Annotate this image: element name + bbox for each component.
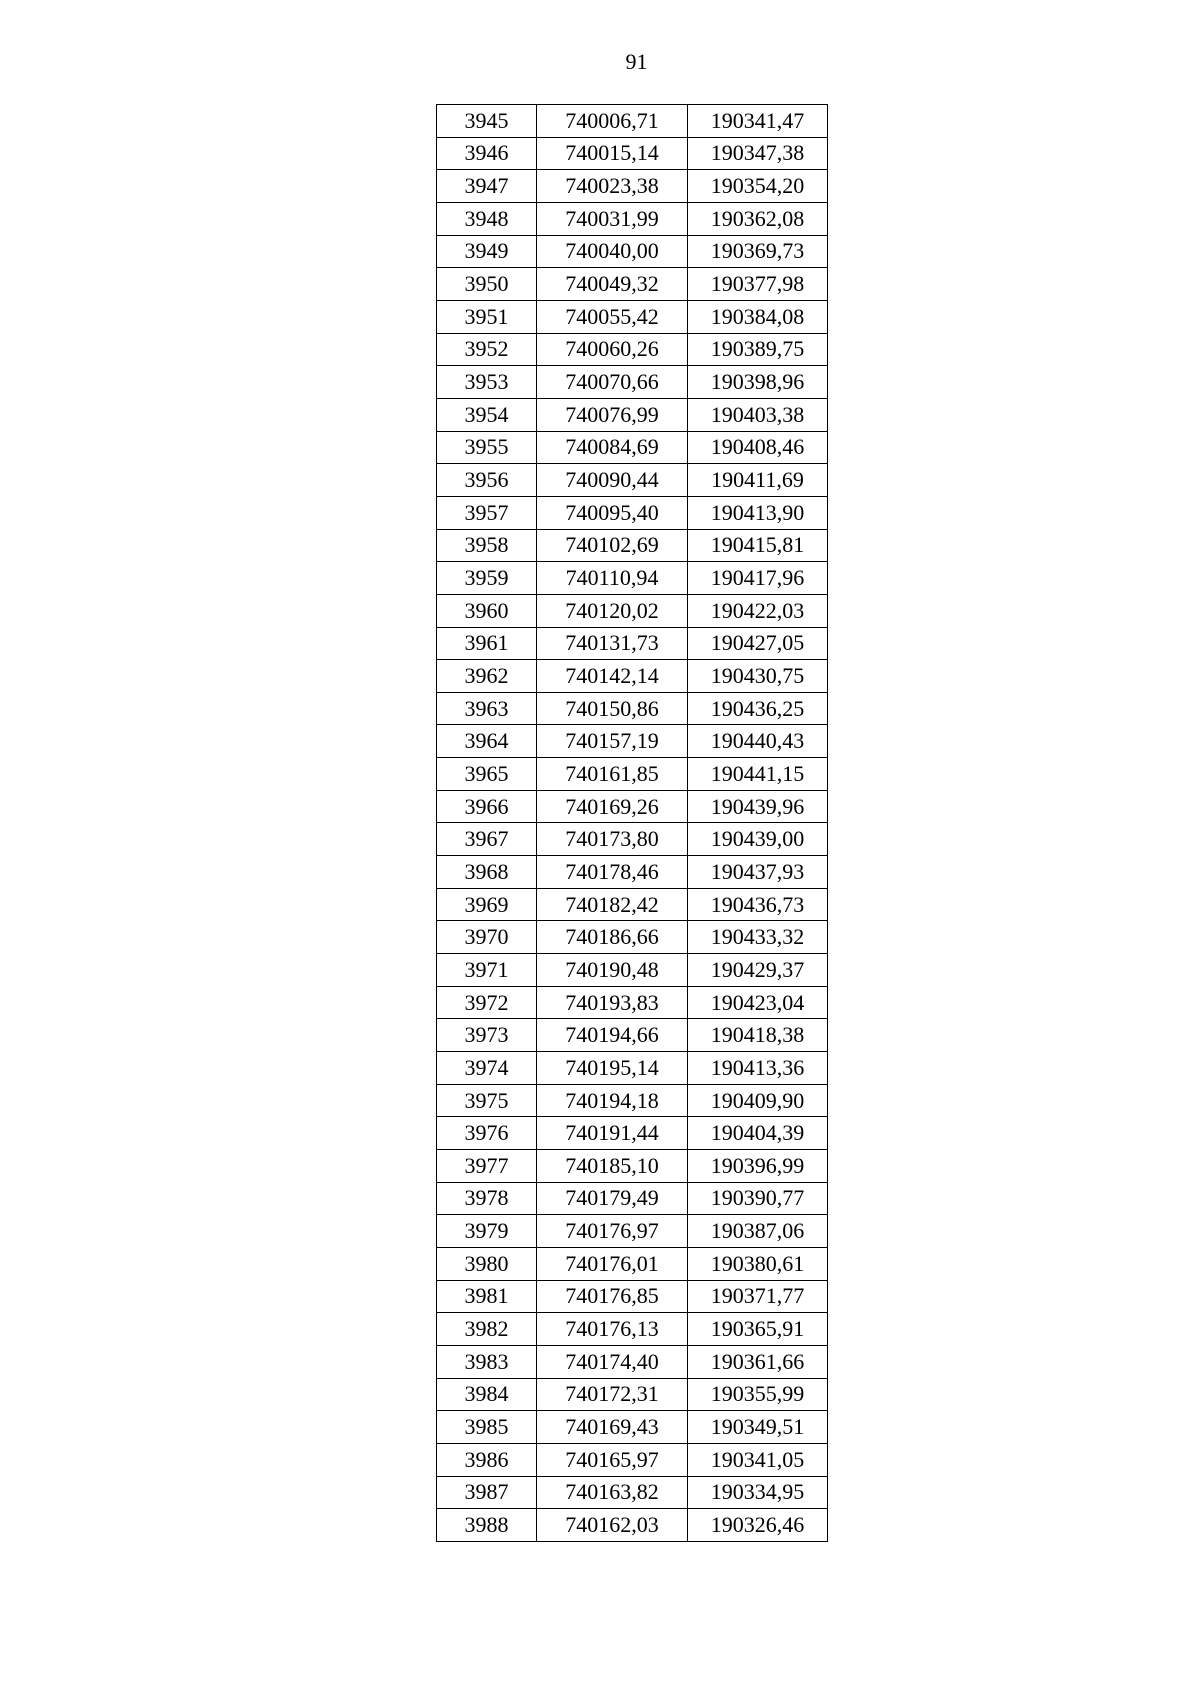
point-number-cell: 3972	[437, 986, 537, 1019]
table-row	[437, 1182, 828, 1215]
coordinates-table	[436, 104, 828, 1542]
x-coordinate-cell: 740142,14	[537, 660, 688, 693]
x-coordinate-cell: 740190,48	[537, 954, 688, 987]
y-coordinate-cell: 190413,36	[688, 1052, 828, 1085]
y-coordinate-cell: 190408,46	[688, 431, 828, 464]
coordinates-table-body	[437, 105, 828, 1542]
table-row	[437, 202, 828, 235]
x-coordinate-cell: 740176,13	[537, 1313, 688, 1346]
x-coordinate-cell: 740090,44	[537, 464, 688, 497]
y-coordinate-cell: 190433,32	[688, 921, 828, 954]
x-coordinate-cell: 740169,43	[537, 1411, 688, 1444]
y-coordinate-cell: 190355,99	[688, 1378, 828, 1411]
point-number-cell: 3969	[437, 888, 537, 921]
table-row	[437, 1378, 828, 1411]
x-coordinate-cell: 740176,85	[537, 1280, 688, 1313]
x-coordinate-cell: 740023,38	[537, 170, 688, 203]
y-coordinate-cell: 190389,75	[688, 333, 828, 366]
table-row	[437, 464, 828, 497]
x-coordinate-cell: 740150,86	[537, 692, 688, 725]
y-coordinate-cell: 190365,91	[688, 1313, 828, 1346]
point-number-cell: 3979	[437, 1215, 537, 1248]
x-coordinate-cell: 740165,97	[537, 1443, 688, 1476]
x-coordinate-cell: 740169,26	[537, 790, 688, 823]
y-coordinate-cell: 190354,20	[688, 170, 828, 203]
x-coordinate-cell: 740120,02	[537, 594, 688, 627]
point-number-cell: 3956	[437, 464, 537, 497]
point-number-cell: 3945	[437, 105, 537, 138]
y-coordinate-cell: 190361,66	[688, 1345, 828, 1378]
y-coordinate-cell: 190441,15	[688, 758, 828, 791]
table-row	[437, 660, 828, 693]
x-coordinate-cell: 740031,99	[537, 202, 688, 235]
point-number-cell: 3946	[437, 137, 537, 170]
y-coordinate-cell: 190430,75	[688, 660, 828, 693]
x-coordinate-cell: 740040,00	[537, 235, 688, 268]
point-number-cell: 3982	[437, 1313, 537, 1346]
table-row	[437, 954, 828, 987]
y-coordinate-cell: 190384,08	[688, 300, 828, 333]
table-row	[437, 1411, 828, 1444]
y-coordinate-cell: 190422,03	[688, 594, 828, 627]
table-row	[437, 1476, 828, 1509]
x-coordinate-cell: 740084,69	[537, 431, 688, 464]
x-coordinate-cell: 740173,80	[537, 823, 688, 856]
x-coordinate-cell: 740163,82	[537, 1476, 688, 1509]
x-coordinate-cell: 740095,40	[537, 496, 688, 529]
y-coordinate-cell: 190423,04	[688, 986, 828, 1019]
table-row	[437, 1443, 828, 1476]
x-coordinate-cell: 740186,66	[537, 921, 688, 954]
y-coordinate-cell: 190439,00	[688, 823, 828, 856]
table-row	[437, 725, 828, 758]
x-coordinate-cell: 740131,73	[537, 627, 688, 660]
y-coordinate-cell: 190411,69	[688, 464, 828, 497]
table-row	[437, 888, 828, 921]
table-row	[437, 692, 828, 725]
point-number-cell: 3986	[437, 1443, 537, 1476]
table-row	[437, 1019, 828, 1052]
point-number-cell: 3974	[437, 1052, 537, 1085]
table-row	[437, 105, 828, 138]
table-row	[437, 921, 828, 954]
table-row	[437, 1247, 828, 1280]
point-number-cell: 3977	[437, 1150, 537, 1183]
x-coordinate-cell: 740176,97	[537, 1215, 688, 1248]
table-row	[437, 333, 828, 366]
x-coordinate-cell: 740172,31	[537, 1378, 688, 1411]
y-coordinate-cell: 190437,93	[688, 856, 828, 889]
point-number-cell: 3951	[437, 300, 537, 333]
y-coordinate-cell: 190371,77	[688, 1280, 828, 1313]
table-row	[437, 1150, 828, 1183]
point-number-cell: 3983	[437, 1345, 537, 1378]
x-coordinate-cell: 740176,01	[537, 1247, 688, 1280]
table-row	[437, 1117, 828, 1150]
x-coordinate-cell: 740049,32	[537, 268, 688, 301]
x-coordinate-cell: 740179,49	[537, 1182, 688, 1215]
y-coordinate-cell: 190427,05	[688, 627, 828, 660]
point-number-cell: 3985	[437, 1411, 537, 1444]
y-coordinate-cell: 190415,81	[688, 529, 828, 562]
point-number-cell: 3962	[437, 660, 537, 693]
x-coordinate-cell: 740161,85	[537, 758, 688, 791]
x-coordinate-cell: 740174,40	[537, 1345, 688, 1378]
point-number-cell: 3975	[437, 1084, 537, 1117]
point-number-cell: 3947	[437, 170, 537, 203]
x-coordinate-cell: 740194,66	[537, 1019, 688, 1052]
point-number-cell: 3952	[437, 333, 537, 366]
y-coordinate-cell: 190341,47	[688, 105, 828, 138]
x-coordinate-cell: 740076,99	[537, 398, 688, 431]
table-row	[437, 366, 828, 399]
point-number-cell: 3950	[437, 268, 537, 301]
point-number-cell: 3971	[437, 954, 537, 987]
page-number: 91	[625, 49, 648, 74]
point-number-cell: 3980	[437, 1247, 537, 1280]
y-coordinate-cell: 190396,99	[688, 1150, 828, 1183]
y-coordinate-cell: 190362,08	[688, 202, 828, 235]
point-number-cell: 3965	[437, 758, 537, 791]
table-row	[437, 235, 828, 268]
table-row	[437, 790, 828, 823]
x-coordinate-cell: 740060,26	[537, 333, 688, 366]
x-coordinate-cell: 740015,14	[537, 137, 688, 170]
table-row	[437, 398, 828, 431]
table-row	[437, 1215, 828, 1248]
table-row	[437, 823, 828, 856]
y-coordinate-cell: 190390,77	[688, 1182, 828, 1215]
table-row	[437, 1313, 828, 1346]
point-number-cell: 3981	[437, 1280, 537, 1313]
table-row	[437, 496, 828, 529]
x-coordinate-cell: 740110,94	[537, 562, 688, 595]
point-number-cell: 3959	[437, 562, 537, 595]
y-coordinate-cell: 190369,73	[688, 235, 828, 268]
y-coordinate-cell: 190418,38	[688, 1019, 828, 1052]
y-coordinate-cell: 190398,96	[688, 366, 828, 399]
table-row	[437, 562, 828, 595]
y-coordinate-cell: 190403,38	[688, 398, 828, 431]
y-coordinate-cell: 190436,73	[688, 888, 828, 921]
x-coordinate-cell: 740195,14	[537, 1052, 688, 1085]
x-coordinate-cell: 740055,42	[537, 300, 688, 333]
table-row	[437, 856, 828, 889]
point-number-cell: 3960	[437, 594, 537, 627]
y-coordinate-cell: 190409,90	[688, 1084, 828, 1117]
y-coordinate-cell: 190387,06	[688, 1215, 828, 1248]
table-row	[437, 137, 828, 170]
table-row	[437, 431, 828, 464]
point-number-cell: 3976	[437, 1117, 537, 1150]
y-coordinate-cell: 190377,98	[688, 268, 828, 301]
table-row	[437, 300, 828, 333]
y-coordinate-cell: 190439,96	[688, 790, 828, 823]
table-row	[437, 1345, 828, 1378]
x-coordinate-cell: 740157,19	[537, 725, 688, 758]
table-row	[437, 1280, 828, 1313]
point-number-cell: 3954	[437, 398, 537, 431]
table-row	[437, 268, 828, 301]
table-row	[437, 1509, 828, 1542]
y-coordinate-cell: 190380,61	[688, 1247, 828, 1280]
point-number-cell: 3958	[437, 529, 537, 562]
x-coordinate-cell: 740191,44	[537, 1117, 688, 1150]
y-coordinate-cell: 190440,43	[688, 725, 828, 758]
point-number-cell: 3970	[437, 921, 537, 954]
table-row	[437, 627, 828, 660]
y-coordinate-cell: 190334,95	[688, 1476, 828, 1509]
x-coordinate-cell: 740193,83	[537, 986, 688, 1019]
point-number-cell: 3953	[437, 366, 537, 399]
point-number-cell: 3961	[437, 627, 537, 660]
x-coordinate-cell: 740194,18	[537, 1084, 688, 1117]
point-number-cell: 3957	[437, 496, 537, 529]
table-row	[437, 758, 828, 791]
y-coordinate-cell: 190404,39	[688, 1117, 828, 1150]
point-number-cell: 3973	[437, 1019, 537, 1052]
table-row	[437, 986, 828, 1019]
point-number-cell: 3963	[437, 692, 537, 725]
y-coordinate-cell: 190436,25	[688, 692, 828, 725]
table-row	[437, 1052, 828, 1085]
x-coordinate-cell: 740162,03	[537, 1509, 688, 1542]
point-number-cell: 3984	[437, 1378, 537, 1411]
table-row	[437, 594, 828, 627]
y-coordinate-cell: 190341,05	[688, 1443, 828, 1476]
x-coordinate-cell: 740006,71	[537, 105, 688, 138]
point-number-cell: 3966	[437, 790, 537, 823]
point-number-cell: 3955	[437, 431, 537, 464]
x-coordinate-cell: 740102,69	[537, 529, 688, 562]
x-coordinate-cell: 740185,10	[537, 1150, 688, 1183]
table-row	[437, 170, 828, 203]
x-coordinate-cell: 740182,42	[537, 888, 688, 921]
y-coordinate-cell: 190413,90	[688, 496, 828, 529]
point-number-cell: 3949	[437, 235, 537, 268]
x-coordinate-cell: 740070,66	[537, 366, 688, 399]
point-number-cell: 3967	[437, 823, 537, 856]
y-coordinate-cell: 190429,37	[688, 954, 828, 987]
y-coordinate-cell: 190349,51	[688, 1411, 828, 1444]
y-coordinate-cell: 190326,46	[688, 1509, 828, 1542]
table-row	[437, 1084, 828, 1117]
y-coordinate-cell: 190417,96	[688, 562, 828, 595]
point-number-cell: 3964	[437, 725, 537, 758]
point-number-cell: 3968	[437, 856, 537, 889]
point-number-cell: 3988	[437, 1509, 537, 1542]
point-number-cell: 3987	[437, 1476, 537, 1509]
table-row	[437, 529, 828, 562]
point-number-cell: 3948	[437, 202, 537, 235]
x-coordinate-cell: 740178,46	[537, 856, 688, 889]
y-coordinate-cell: 190347,38	[688, 137, 828, 170]
point-number-cell: 3978	[437, 1182, 537, 1215]
